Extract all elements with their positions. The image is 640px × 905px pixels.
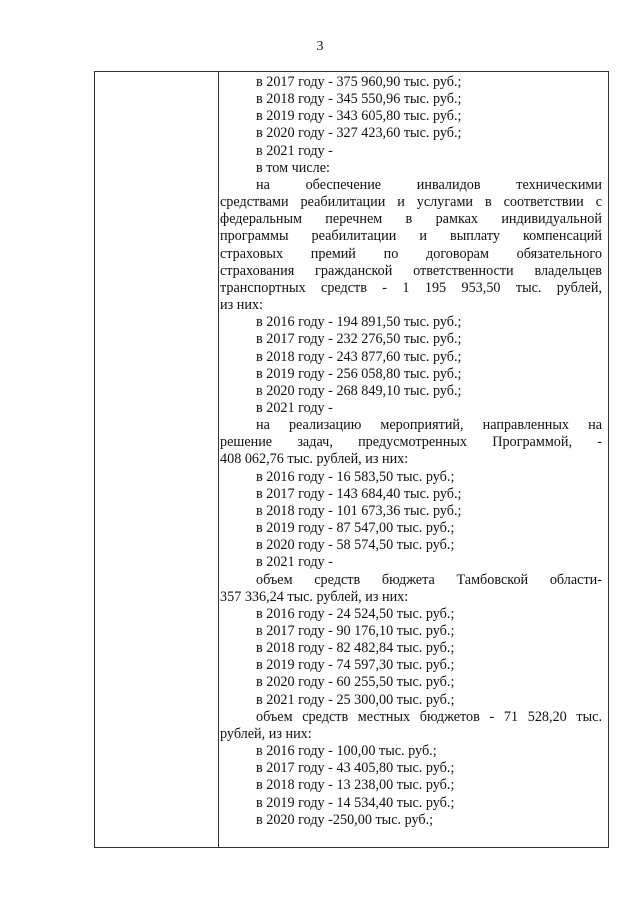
text-line: в 2016 году - 16 583,50 тыс. руб.; xyxy=(256,468,455,485)
text-line: 357 336,24 тыс. рублей, из них: xyxy=(220,588,409,605)
text-line: в 2018 году - 101 673,36 тыс. руб.; xyxy=(256,502,462,519)
text-line: 408 062,76 тыс. рублей, из них: xyxy=(220,451,409,468)
page-number: 3 xyxy=(316,39,324,54)
text-line: в 2018 году - 82 482,84 тыс. руб.; xyxy=(256,640,455,657)
text-line: на обеспечение инвалидов техническими xyxy=(256,176,602,193)
text-line: в 2020 году - 327 423,60 тыс. руб.; xyxy=(256,125,462,142)
text-line: программы реабилитации и выплату компенсаций xyxy=(220,228,602,245)
program-table xyxy=(94,71,609,848)
text-line: в 2017 году - 143 684,40 тыс. руб.; xyxy=(256,485,462,502)
text-line: в 2020 году - 60 255,50 тыс. руб.; xyxy=(256,674,455,691)
text-line: объем средств бюджета Тамбовской области- xyxy=(256,571,602,588)
text-line: в 2016 году - 100,00 тыс. руб.; xyxy=(256,743,437,760)
text-line: в том числе: xyxy=(256,159,330,176)
text-line: страховых премий по договорам обязательного xyxy=(220,245,602,262)
text-line: в 2019 году - 87 547,00 тыс. руб.; xyxy=(256,520,455,537)
text-line: в 2017 году - 375 960,90 тыс. руб.; xyxy=(256,74,462,90)
text-line: в 2019 году - 14 534,40 тыс. руб.; xyxy=(256,794,455,811)
text-line: в 2018 году - 345 550,96 тыс. руб.; xyxy=(256,91,462,108)
text-line: в 2021 году - xyxy=(256,399,333,416)
text-line: федеральным перечнем в рамках индивидуальной xyxy=(220,211,602,228)
text-line: объем средств местных бюджетов - 71 528,20 тыс. xyxy=(256,708,602,725)
text-line: решение задач, предусмотренных Программой, - xyxy=(220,434,602,451)
text-line: в 2018 году - 243 877,60 тыс. руб.; xyxy=(256,348,462,365)
text-line: на реализацию мероприятий, направленных на xyxy=(256,417,602,434)
text-line: в 2020 году - 268 849,10 тыс. руб.; xyxy=(256,382,462,399)
text-line: в 2018 году - 13 238,00 тыс. руб.; xyxy=(256,777,455,794)
text-line: в 2017 году - 90 176,10 тыс. руб.; xyxy=(256,623,455,639)
text-line: транспортных средств - 1 195 953,50 тыс. рублей, xyxy=(220,279,602,296)
text-line: в 2017 году - 232 276,50 тыс. руб.; xyxy=(256,331,462,348)
text-line: средствами реабилитации и услугами в соответствии с xyxy=(220,194,602,211)
text-line: страхования гражданской ответственности владельцев xyxy=(220,262,602,279)
text-line: в 2020 году - 58 574,50 тыс. руб.; xyxy=(256,537,455,554)
text-line: в 2020 году -250,00 тыс. руб.; xyxy=(256,811,434,828)
column-divider xyxy=(218,72,219,847)
text-line: в 2019 году - 343 605,80 тыс. руб.; xyxy=(256,108,462,125)
text-line: в 2016 году - 24 524,50 тыс. руб.; xyxy=(256,605,455,622)
text-line: рублей, из них: xyxy=(220,725,312,742)
text-line: из них: xyxy=(220,297,263,314)
text-line: в 2017 году - 43 405,80 тыс. руб.; xyxy=(256,760,455,777)
text-line: в 2019 году - 256 058,80 тыс. руб.; xyxy=(256,365,462,382)
text-line: в 2021 году - 25 300,00 тыс. руб.; xyxy=(256,691,455,708)
funding-text-column xyxy=(220,74,602,829)
text-line: в 2016 году - 194 891,50 тыс. руб.; xyxy=(256,314,462,331)
text-line: в 2021 году - xyxy=(256,554,333,571)
text-line: в 2019 году - 74 597,30 тыс. руб.; xyxy=(256,657,455,674)
text-line: в 2021 году - xyxy=(256,142,333,159)
